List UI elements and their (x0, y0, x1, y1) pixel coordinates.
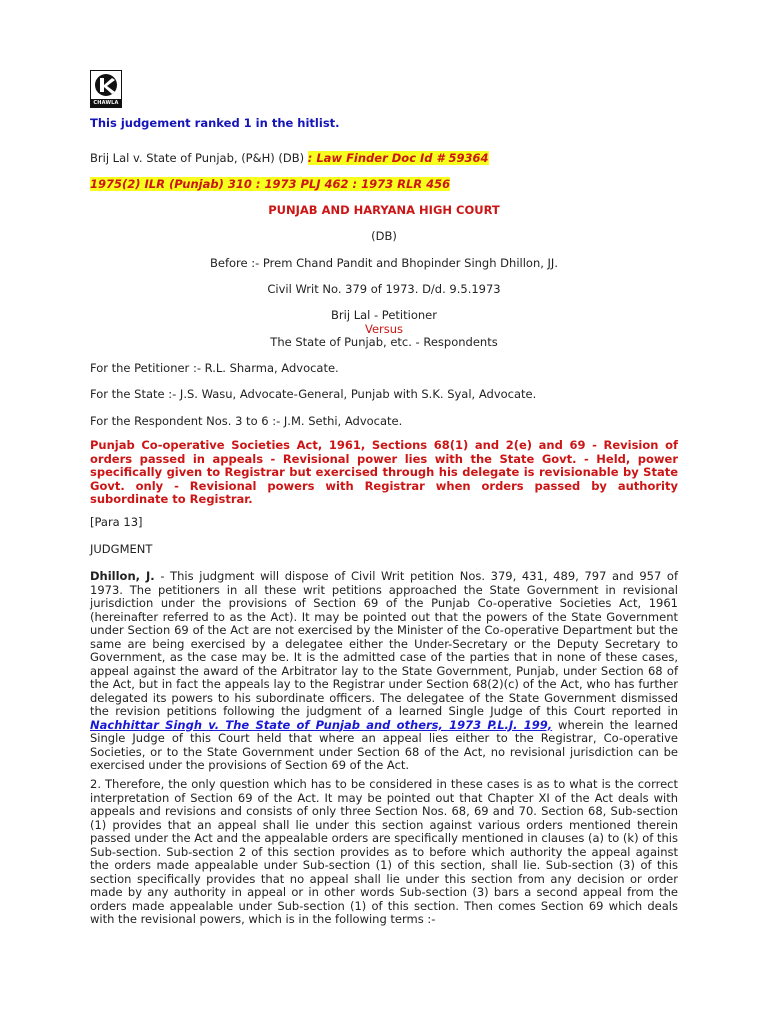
bench-type: (DB) (371, 229, 397, 243)
citation-link[interactable]: Nachhittar Singh v. The State of Punjab and others, 1973 P.L.J. 199, (90, 717, 553, 732)
petitioner: Brij Lal - Petitioner (331, 308, 437, 322)
respondents: The State of Punjab, etc. - Respondents (270, 335, 498, 349)
paragraph-2: 2. Therefore, the only question which has to be considered in these cases is as to what is the correct interpretation of Section 69 of the Act. It may be pointed out that Chapter XI of the Act deals with appeals and revisions and consists of only three Section Nos. 68, 69 and 70. Section 68, Sub-section (1) provides that an appeal shall lie under this section against various orders mentioned therein passed under the Act and the appealable orders are specifically mentioned in clauses (a) to (k) of this Sub-section. Sub-section 2 of this section provides as to before which authority the appeal against the orders made appealable under Sub-section (1) of this section, shall lie. Sub-section (3) of this section specifically provides that no appeal shall lie under this section from any decision or order made by any authority in appeal or in other words Sub-section (3) bars a second appeal from the orders made appealable under Sub-section (1) of this section. Then comes Section 69 which deals with the revisional powers, which is in the following terms :- (90, 777, 678, 926)
citations-line (90, 178, 678, 192)
judgment-heading: JUDGMENT (90, 542, 153, 556)
parties (90, 309, 678, 350)
para1-text-a: - This judgment will dispose of Civil Writ petition Nos. 379, 431, 489, 797 and 957 of 1973. The petitioners in all these writ petitions approached the State Government in revisional jurisdiction under the provisions of Section 69 of the Punjab Co-operative Societies Act, 1961 (hereinafter referred to as the Act). It may be pointed out that the powers of the State Government under Section 69 of the Act are not exercised by the Minister of the Co-operative Department but the same are being exercised by a delegatee either the Under-Secretary or the Deputy Secretary to Government, as the case may be. It is the admitted case of the parties that in none of these cases, appeal against the award of the Arbitrator lay to the State Government, Punjab, under Section 68 of the Act, but in fact the appeals lay to the Registrar under Section 68(2)(c) of the Act, who has further delegated its powers to his subordinate officers. The delegatee of the State Government dismissed the revision petitions following the judgment of a learned Single Judge of this Court reported in (90, 569, 679, 718)
doc-id: : Law Finder Doc Id # 59364 (307, 151, 489, 165)
case-title-line (90, 152, 678, 166)
logo-brand-text: CHAWLA (91, 99, 121, 107)
paragraph-1 (90, 570, 678, 773)
bench-judges: Before :- Prem Chand Pandit and Bhopinder Singh Dhillon, JJ. (210, 256, 558, 270)
judge-name: Dhillon, J. (90, 569, 155, 583)
citations: 1975(2) ILR (Punjab) 310 : 1973 PLJ 462 : 1973 RLR 456 (90, 177, 451, 191)
headnote: Punjab Co-operative Societies Act, 1961, Sections 68(1) and 2(e) and 69 - Revision of orders passed in appeals - Revisional power lies with the State Govt. - Held, power specifically given to Registrar but exercised through his delegate is revisionable by State Govt. only - Revisional powers with Registrar when orders passed by authority subordinate to Registrar. (90, 438, 678, 506)
para-reference: [Para 13] (90, 515, 143, 529)
versus: Versus (364, 321, 404, 336)
counsel-respondents: For the Respondent Nos. 3 to 6 :- J.M. Sethi, Advocate. (90, 414, 403, 428)
counsel-petitioner: For the Petitioner :- R.L. Sharma, Advocate. (90, 361, 339, 375)
counsel-state: For the State :- J.S. Wasu, Advocate-General, Punjab with S.K. Syal, Advocate. (90, 387, 537, 401)
rank-notice: This judgement ranked 1 in the hitlist. (90, 116, 340, 130)
court-name: PUNJAB AND HARYANA HIGH COURT (268, 203, 500, 217)
case-title: Brij Lal v. State of Punjab, (P&H) (DB) (90, 151, 308, 165)
chawla-logo-icon (91, 71, 121, 99)
para1-text-b: wherein the learned Single Judge of this Court held that where an appeal lies either to the Registrar, Co-operative Societies, or to the State Government under Section 68 of the Act, no revisional jurisdiction can be exercised under the provisions of Section 69 of the Act. (90, 717, 678, 772)
publisher-logo (90, 70, 122, 108)
writ-number: Civil Writ No. 379 of 1973. D/d. 9.5.1973 (267, 282, 501, 296)
